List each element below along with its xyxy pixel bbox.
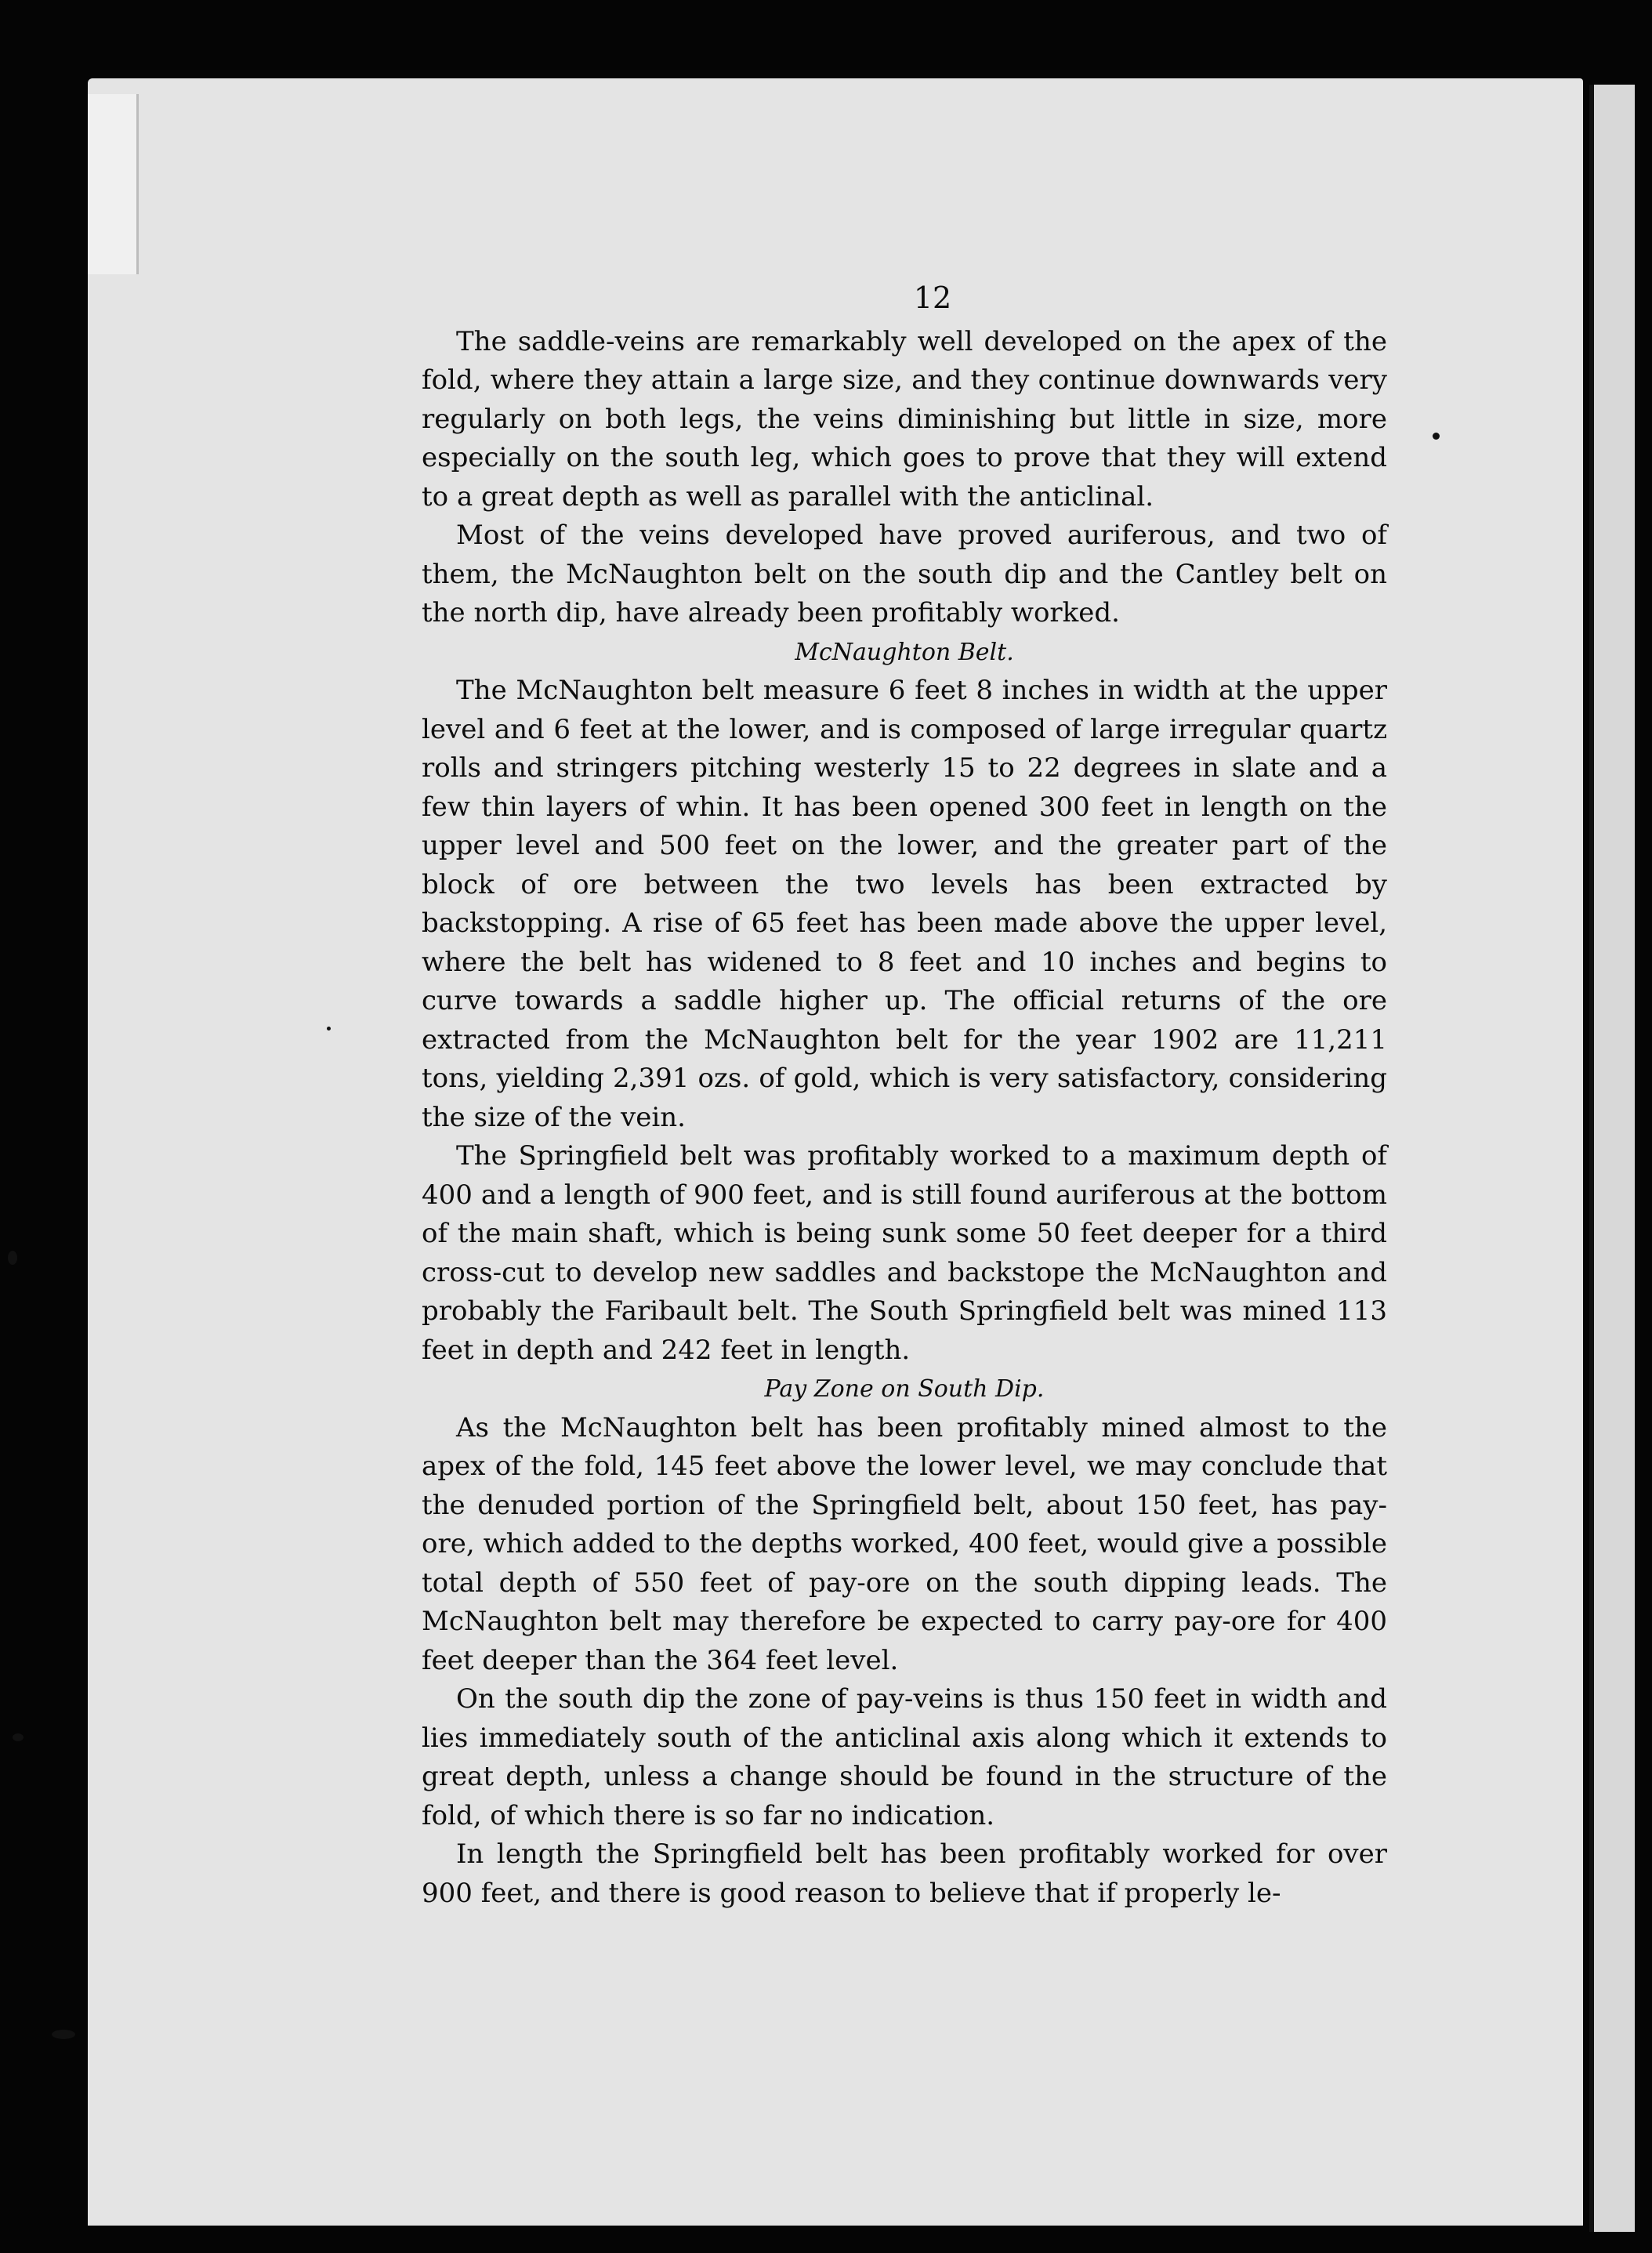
- paragraph: As the McNaughton belt has been profitably mined almost to the apex of the fold, 145 feet above the lower level, we may conclude that the denuded portion of the Springfield belt, about 150 feet, has pay-ore, which added to the depths worked, 400 feet, would give a possible total depth of 550 feet of pay-ore on the south dipping leads. The McNaughton belt may therefore be expected to carry pay-ore for 400 feet deeper than the 364 feet level.: [422, 1411, 1387, 1676]
- section-heading: Pay Zone on South Dip.: [764, 1375, 1045, 1403]
- speck-mark: [1433, 433, 1440, 440]
- paragraph: The Springfield belt was profitably worked to a maximum depth of 400 and a length of 900 feet, and is still found auriferous at the bottom of the main shaft, which is being sunk some 50 feet deeper for a third cross-cut to develop new saddles and backstope the McNaughton and probably the Faribault belt. The South Springfield belt was mined 113 feet in depth and 242 feet in length.: [422, 1140, 1387, 1366]
- speck-mark: [327, 1027, 331, 1031]
- paragraph: The McNaughton belt measure 6 feet 8 inches in width at the upper level and 6 feet at the lower, and is composed of large irregular quartz rolls and stringers pitching westerly 15 to 22 degrees in slate and a few thin layers of whin. It has been opened 300 feet in length on the upper level and 500 feet on the lower, and the greater part of the block of ore between the two levels has been extracted by backstopping. A rise of 65 feet has been made above the upper level, where the belt has widened to 8 feet and 10 inches and begins to curve towards a saddle higher up. The official returns of the ore extracted from the McNaughton belt for the year 1902 are 11,211 tons, yielding 2,391 ozs. of gold, which is very satisfactory, considering the size of the vein.: [422, 675, 1387, 1133]
- speck-mark: [8, 1251, 17, 1265]
- speck-mark: [52, 2030, 75, 2039]
- adjacent-page-edge: [1589, 85, 1635, 2232]
- paragraph: The saddle-veins are remarkably well developed on the apex of the fold, where they attain a large size, and they continue downwards very regularly on both legs, the veins diminishing but little in size, more especially on the south leg, which goes to prove that they will extend to a great depth as well as parallel with the anticlinal.: [422, 325, 1387, 513]
- paragraph: In length the Springfield belt has been profitably worked for over 900 feet, and there is good reason to believe that if properly le-: [422, 1838, 1387, 1909]
- binding-tab: [88, 94, 139, 274]
- paragraph: On the south dip the zone of pay-veins is thus 150 feet in width and lies immediately south of the anticlinal axis along which it extends to great depth, unless a change should be found in the structure of the fold, of which there is so far no indication.: [422, 1683, 1387, 1831]
- page-number: 12: [913, 281, 952, 315]
- paragraph: Most of the veins developed have proved auriferous, and two of them, the McNaughton belt on the south dip and the Cantley belt on the north dip, have already been profitably worked.: [422, 520, 1387, 628]
- body-text: [422, 279, 1387, 1913]
- speck-mark: [13, 1733, 24, 1741]
- section-heading: McNaughton Belt.: [795, 638, 1014, 666]
